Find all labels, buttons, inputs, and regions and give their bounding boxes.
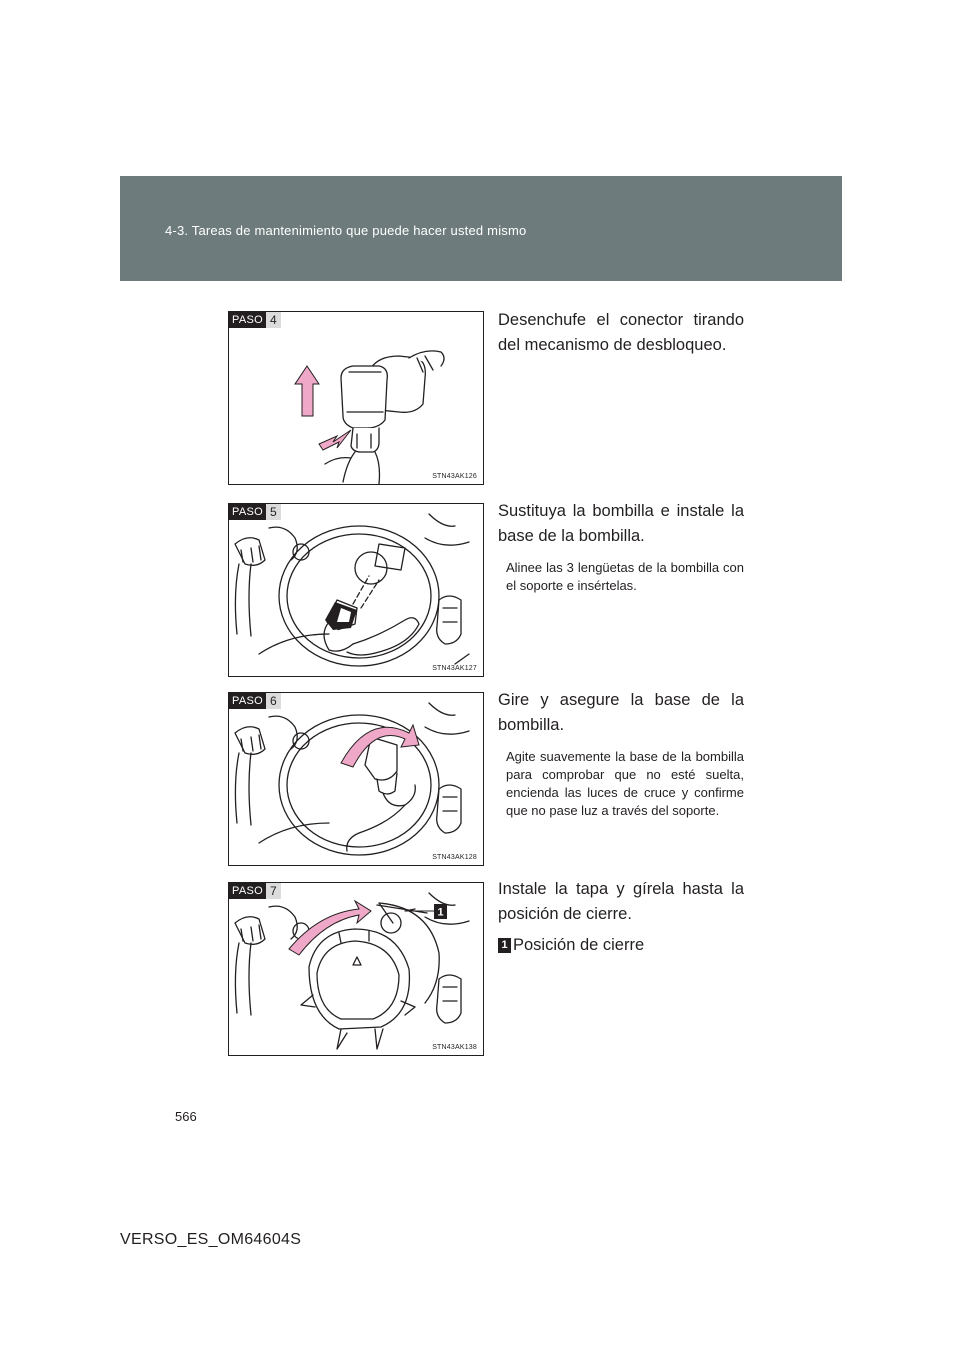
step-word: PASO: [229, 883, 266, 899]
step-word: PASO: [229, 504, 266, 520]
figure-code: STN43AK127: [432, 665, 477, 672]
step-number: 6: [266, 693, 281, 709]
step-number: 4: [266, 312, 281, 328]
step-5-note: Alinee las 3 lengüetas de la bombilla con el soporte e insértelas.: [506, 560, 744, 593]
bulb-install-illustration: [229, 504, 484, 677]
figure-code: STN43AK126: [432, 473, 477, 480]
step-5-badge: [229, 504, 281, 520]
step-number: 5: [266, 504, 281, 520]
step-word: PASO: [229, 693, 266, 709]
step-6-badge: [229, 693, 281, 709]
callout-legend: [498, 936, 744, 955]
figure-code: STN43AK128: [432, 854, 477, 861]
callout-marker-number: 1: [437, 906, 444, 919]
connector-unplug-illustration: [229, 312, 484, 485]
step-word: PASO: [229, 312, 266, 328]
step-4-text: [498, 308, 744, 358]
step-number: 7: [266, 883, 281, 899]
step-6-instruction: Gire y asegure la base de la bombilla.: [498, 691, 744, 734]
section-header-band: [120, 176, 842, 281]
step-4-badge: [229, 312, 281, 328]
section-title: 4-3. Tareas de mantenimiento que puede hacer usted mismo: [165, 223, 527, 238]
step-5-figure: [228, 503, 484, 677]
step-7-text: [498, 877, 744, 955]
page-number: 566: [175, 1109, 197, 1124]
step-5-text: [498, 499, 744, 595]
cover-install-illustration: [229, 883, 484, 1056]
step-6-note: Agite suavemente la base de la bombilla para comprobar que no esté suelta, encienda las luces de cruce y confirme que no pase luz a través del soporte.: [506, 749, 744, 818]
callout-label: Posición de cierre: [513, 936, 645, 954]
callout-badge: 1: [498, 938, 511, 953]
step-7-instruction: Instale la tapa y gírela hasta la posición de cierre.: [498, 880, 744, 923]
figure-code: STN43AK138: [432, 1044, 477, 1051]
step-5-instruction: Sustituya la bombilla e instale la base de la bombilla.: [498, 502, 744, 545]
step-6-text: [498, 688, 744, 820]
step-6-figure: [228, 692, 484, 866]
step-7-figure: [228, 882, 484, 1056]
document-code: VERSO_ES_OM64604S: [120, 1231, 302, 1248]
step-4-instruction: Desenchufe el conector tirando del mecanismo de desbloqueo.: [498, 311, 744, 354]
bulb-rotate-illustration: [229, 693, 484, 866]
step-4-figure: [228, 311, 484, 485]
step-7-badge: [229, 883, 281, 899]
